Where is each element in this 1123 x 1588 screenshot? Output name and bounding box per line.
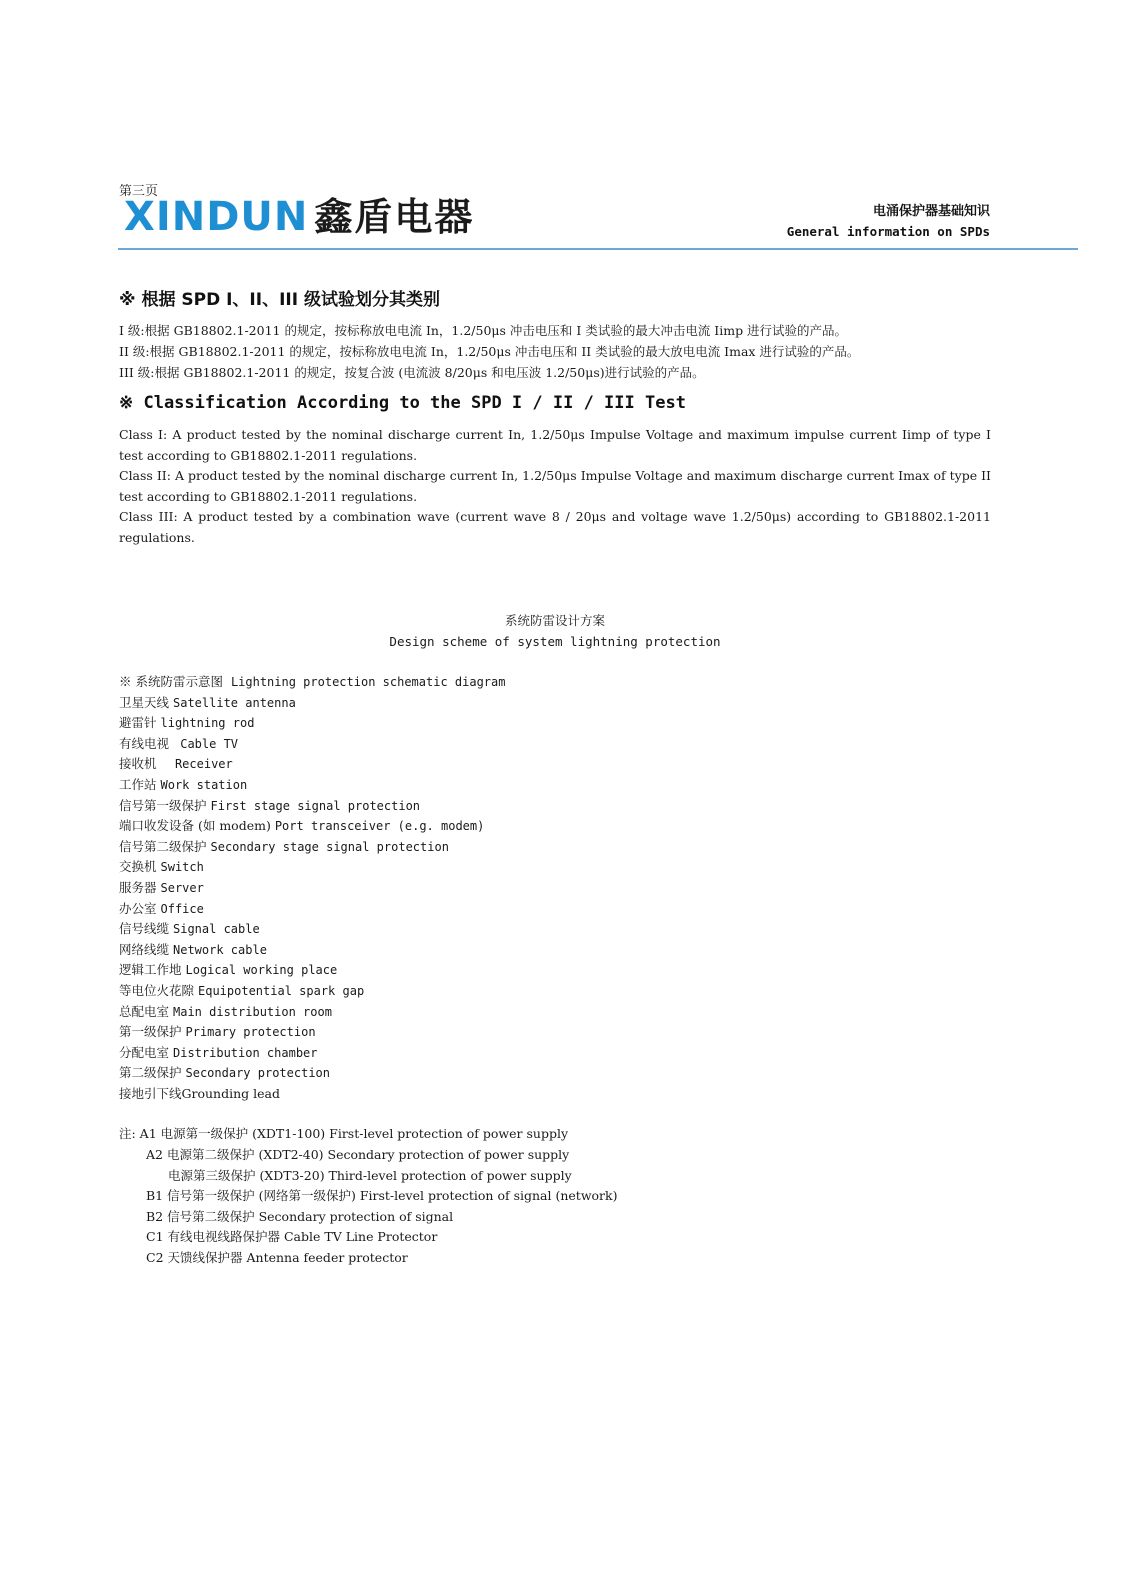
page-number: 第三页	[119, 184, 159, 199]
note-item: C1 有线电视线路保护器 Cable TV Line Protector	[146, 1229, 438, 1245]
legend-item: 办公室 Office	[119, 900, 204, 916]
legend-item: 避雷针 lightning rod	[119, 715, 255, 731]
document-title-cn: 电涌保护器基础知识	[872, 204, 990, 219]
legend-item: 第二级保护 Secondary protection	[119, 1065, 330, 1081]
note-item: 电源第三级保护 (XDT3-20) Third-level protection of power supply	[168, 1167, 572, 1183]
class-line-cn: III 级:根据 GB18802.1-2011 的规定，按复合波 (电流波 8/20μs 和电压波 1.2/50μs)进行试验的产品。	[119, 365, 705, 380]
class-paragraph-en: Class III: A product tested by a combination wave (current wave 8 / 20μs and voltage wave 1.2/50μs) according to GB18802.1-2011 regulations.	[119, 509, 991, 545]
document-title-en: General information on SPDs	[786, 224, 990, 239]
class-line-cn: II 级:根据 GB18802.1-2011 的规定，按标称放电电流 In，1.2/50μs 冲击电压和 II 类试验的最大放电电流 Imax 进行试验的产品。	[119, 344, 860, 359]
company-logo	[124, 196, 474, 238]
section-heading-cn: ※ 根据 SPD I、II、III 级试验划分其类别	[119, 290, 440, 310]
legend-item: 信号线缆 Signal cable	[119, 921, 260, 937]
notes-list	[119, 1124, 991, 1268]
class-line-cn: I 级:根据 GB18802.1-2011 的规定，按标称放电电流 In，1.2/50μs 冲击电压和 I 类试验的最大冲击电流 Iimp 进行试验的产品。	[119, 323, 848, 338]
legend-item: 逻辑工作地 Logical working place	[119, 962, 338, 978]
note-item: B2 信号第二级保护 Secondary protection of signal	[146, 1208, 454, 1224]
logo-latin-text: XINDUN	[124, 194, 309, 240]
legend-item: 等电位火花隙 Equipotential spark gap	[119, 982, 365, 998]
legend-item: 信号第二级保护 Secondary stage signal protection	[119, 838, 449, 854]
legend-item: 总配电室 Main distribution room	[119, 1003, 332, 1019]
legend-item: 分配电室 Distribution chamber	[119, 1044, 318, 1060]
section-heading-en: ※ Classification According to the SPD I / II / III Test	[119, 393, 686, 413]
legend-item: ※ 系统防雷示意图 Lightning protection schematic diagram	[119, 674, 506, 689]
legend-item: 有线电视 Cable TV	[119, 735, 239, 751]
note-item: C2 天馈线保护器 Antenna feeder protector	[146, 1250, 408, 1266]
legend-item: 交换机 Switch	[119, 859, 204, 875]
class-paragraph-en: Class II: A product tested by the nominal discharge current In, 1.2/50μs Impulse Voltage and maximum discharge current Imax of type II test according to GB18802.1-2011 regulations.	[119, 468, 991, 504]
page-content	[119, 288, 991, 1269]
design-scheme-title-cn: 系统防雷设计方案	[504, 613, 605, 628]
legend-item: 端口收发设备 (如 modem) Port transceiver (e.g. modem)	[119, 818, 485, 834]
legend-item: 卫星天线 Satellite antenna	[119, 694, 296, 710]
legend-item: 第一级保护 Primary protection	[119, 1024, 316, 1040]
legend-item: 接地引下线Grounding lead	[119, 1085, 280, 1101]
class-paragraph-en: Class I: A product tested by the nominal discharge current In, 1.2/50μs Impulse Voltage and maximum impulse current Iimp of type I test according to GB18802.1-2011 regulations.	[119, 427, 991, 463]
design-scheme-title	[119, 610, 991, 652]
design-scheme-title-en: Design scheme of system lightning protection	[389, 634, 721, 649]
document-title-block	[787, 200, 990, 239]
note-item: 注: A1 电源第一级保护 (XDT1-100) First-level protection of power supply	[119, 1126, 569, 1142]
legend-item: 服务器 Server	[119, 879, 204, 895]
classification-cn	[119, 320, 991, 383]
classification-en	[119, 425, 991, 548]
legend-item: 工作站 Work station	[119, 776, 248, 792]
note-item: B1 信号第一级保护 (网络第一级保护) First-level protection of signal (network)	[146, 1188, 618, 1204]
note-item: A2 电源第二级保护 (XDT2-40) Secondary protection of power supply	[146, 1147, 570, 1163]
legend-item: 网络线缆 Network cable	[119, 941, 267, 957]
schematic-legend	[119, 672, 991, 1104]
header-divider	[118, 248, 1078, 250]
legend-item: 接收机 Receiver	[119, 756, 233, 772]
logo-chinese-text: 鑫盾电器	[314, 195, 475, 239]
legend-item: 信号第一级保护 First stage signal protection	[119, 797, 421, 813]
